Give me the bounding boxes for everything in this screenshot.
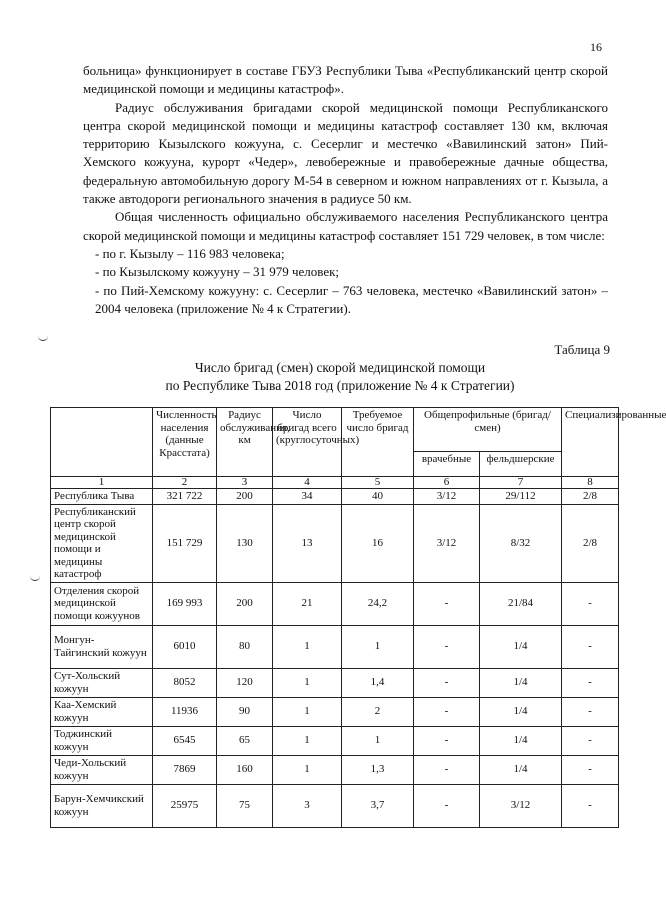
- list-item: - по Пий-Хемскому кожууну: с. Сесерлиг – 763 человека, местечко «Вавилинский затон» – 2004 человека (приложение № 4 к Стратегии).: [95, 282, 608, 316]
- header-cell: Требуемое число бригад: [342, 408, 414, 477]
- table-cell: 3/12: [414, 504, 480, 582]
- row-name-cell: Тоджинский кожуун: [51, 726, 153, 755]
- table-cell: 1/4: [480, 625, 562, 668]
- table-row: [51, 504, 619, 582]
- table-cell: 2: [342, 697, 414, 726]
- header-cell: Общепрофильные (бригад/смен): [414, 408, 562, 452]
- table-cell: 3,7: [342, 784, 414, 827]
- paragraph-continuation: больница» функционирует в составе ГБУЗ Республики Тыва «Республиканский центр скорой медицинской помощи и медицины катастроф».: [83, 63, 608, 97]
- row-name-cell: Чеди-Хольский кожуун: [51, 755, 153, 784]
- header-cell: Число бригад всего (круглосуточных): [273, 408, 342, 477]
- table-cell: 11936: [153, 697, 217, 726]
- table-cell: -: [562, 755, 619, 784]
- table-cell: 1: [273, 726, 342, 755]
- column-number: 1: [51, 477, 153, 489]
- table-cell: -: [562, 697, 619, 726]
- table-cell: 1: [273, 697, 342, 726]
- table-cell: 321 722: [153, 489, 217, 505]
- table-cell: 24,2: [342, 582, 414, 625]
- table-row: [51, 668, 619, 697]
- table-cell: 1/4: [480, 726, 562, 755]
- table-cell: 1/4: [480, 755, 562, 784]
- table-cell: 120: [217, 668, 273, 697]
- page-number: 16: [590, 40, 602, 54]
- table-cell: 1/4: [480, 668, 562, 697]
- table-cell: 21/84: [480, 582, 562, 625]
- table-row: [51, 697, 619, 726]
- table-cell: 8052: [153, 668, 217, 697]
- table-cell: 169 993: [153, 582, 217, 625]
- table-cell: -: [562, 582, 619, 625]
- column-number: 6: [414, 477, 480, 489]
- table-cell: 130: [217, 504, 273, 582]
- table-cell: 90: [217, 697, 273, 726]
- table-cell: 65: [217, 726, 273, 755]
- table-cell: 1: [273, 625, 342, 668]
- table-cell: 8/32: [480, 504, 562, 582]
- table-cell: 1: [273, 668, 342, 697]
- column-number: 3: [217, 477, 273, 489]
- header-cell: фельдшерские: [480, 452, 562, 477]
- table-cell: 160: [217, 755, 273, 784]
- column-number: 4: [273, 477, 342, 489]
- body-text: [83, 62, 608, 318]
- table-cell: 16: [342, 504, 414, 582]
- table-row: [51, 726, 619, 755]
- table-cell: 13: [273, 504, 342, 582]
- header-cell: Радиус обслуживания, км: [217, 408, 273, 477]
- row-name-cell: Республика Тыва: [51, 489, 153, 505]
- table-row: [51, 489, 619, 505]
- table-cell: 1: [342, 625, 414, 668]
- row-name-cell: Каа-Хемский кожуун: [51, 697, 153, 726]
- table-cell: 1: [342, 726, 414, 755]
- table-cell: 200: [217, 582, 273, 625]
- table-cell: -: [414, 668, 480, 697]
- table-cell: 2/8: [562, 504, 619, 582]
- table-cell: 1,4: [342, 668, 414, 697]
- table-cell: 1: [273, 755, 342, 784]
- row-name-cell: Сут-Хольский кожуун: [51, 668, 153, 697]
- column-number-row: [51, 477, 619, 489]
- row-name-cell: Барун-Хемчикский кожуун: [51, 784, 153, 827]
- brigades-table: [50, 407, 666, 828]
- table-cell: -: [414, 784, 480, 827]
- table-cell: 75: [217, 784, 273, 827]
- header-cell: Специализированные: [562, 408, 619, 477]
- table-body: [51, 489, 619, 828]
- table-cell: 3/12: [480, 784, 562, 827]
- row-name-cell: Отделения скорой медицинской помощи кожуунов: [51, 582, 153, 625]
- paragraph-population: Общая численность официально обслуживаемого населения Республиканского центра скорой медицинской помощи и медицины катастроф составляет 151 729 человек, в том числе:: [83, 209, 608, 243]
- table-cell: 40: [342, 489, 414, 505]
- column-number: 7: [480, 477, 562, 489]
- table-cell: 2/8: [562, 489, 619, 505]
- list-item: - по г. Кызылу – 116 983 человека;: [95, 245, 285, 261]
- table-cell: 6010: [153, 625, 217, 668]
- caption-line: по Республике Тыва 2018 год (приложение № 4 к Стратегии): [165, 378, 515, 393]
- paragraph-radius: Радиус обслуживания бригадами скорой медицинской помощи Республиканского центра скорой медицинской помощи и медицины катастроф составляет 130 км, включая территорию Кызылского кожууна, с. Сесерлиг и местечко «Вавилинский затон» Пий-Хемского кожууна, курорт «Чедер», левобережные и правобережные дачные общества, федеральную автомобильную дорогу М-54 в северном и южном направлениях от г. Кызыла, а также автодороги регионального значения в радиусе 50 км.: [83, 99, 608, 207]
- list-item: - по Кызылскому кожууну – 31 979 человек;: [95, 264, 340, 280]
- table-cell: -: [414, 697, 480, 726]
- table-cell: 1/4: [480, 697, 562, 726]
- row-name-cell: Республиканский центр скорой медицинской помощи и медицины катастроф: [51, 504, 153, 582]
- column-number: 5: [342, 477, 414, 489]
- table-cell: 80: [217, 625, 273, 668]
- margin-mark: [38, 336, 48, 341]
- table-cell: 21: [273, 582, 342, 625]
- table-cell: 25975: [153, 784, 217, 827]
- column-number: 2: [153, 477, 217, 489]
- table-row: [51, 625, 619, 668]
- table-cell: 200: [217, 489, 273, 505]
- table-cell: 1,3: [342, 755, 414, 784]
- table-cell: 7869: [153, 755, 217, 784]
- table-cell: 6545: [153, 726, 217, 755]
- table-header-row: [51, 408, 619, 452]
- table-row: [51, 784, 619, 827]
- header-cell: Численность населения (данные Красстата): [153, 408, 217, 477]
- table-cell: -: [414, 582, 480, 625]
- table-cell: 29/112: [480, 489, 562, 505]
- table-row: [51, 755, 619, 784]
- margin-mark: [30, 576, 40, 581]
- caption-line: Число бригад (смен) скорой медицинской помощи: [194, 360, 486, 375]
- table-row: [51, 582, 619, 625]
- table-cell: 3/12: [414, 489, 480, 505]
- table-cell: -: [562, 668, 619, 697]
- table-cell: 34: [273, 489, 342, 505]
- table-cell: -: [414, 625, 480, 668]
- table-cell: -: [562, 625, 619, 668]
- header-cell-empty: [51, 408, 153, 477]
- table-cell: -: [562, 784, 619, 827]
- table-caption: [60, 359, 620, 395]
- table-label: Таблица 9: [554, 342, 610, 357]
- table-cell: 151 729: [153, 504, 217, 582]
- table-cell: -: [562, 726, 619, 755]
- column-number: 8: [562, 477, 619, 489]
- header-cell: врачебные: [414, 452, 480, 477]
- table-cell: -: [414, 726, 480, 755]
- table-cell: -: [414, 755, 480, 784]
- table-cell: 3: [273, 784, 342, 827]
- row-name-cell: Монгун-Тайгинский кожуун: [51, 625, 153, 668]
